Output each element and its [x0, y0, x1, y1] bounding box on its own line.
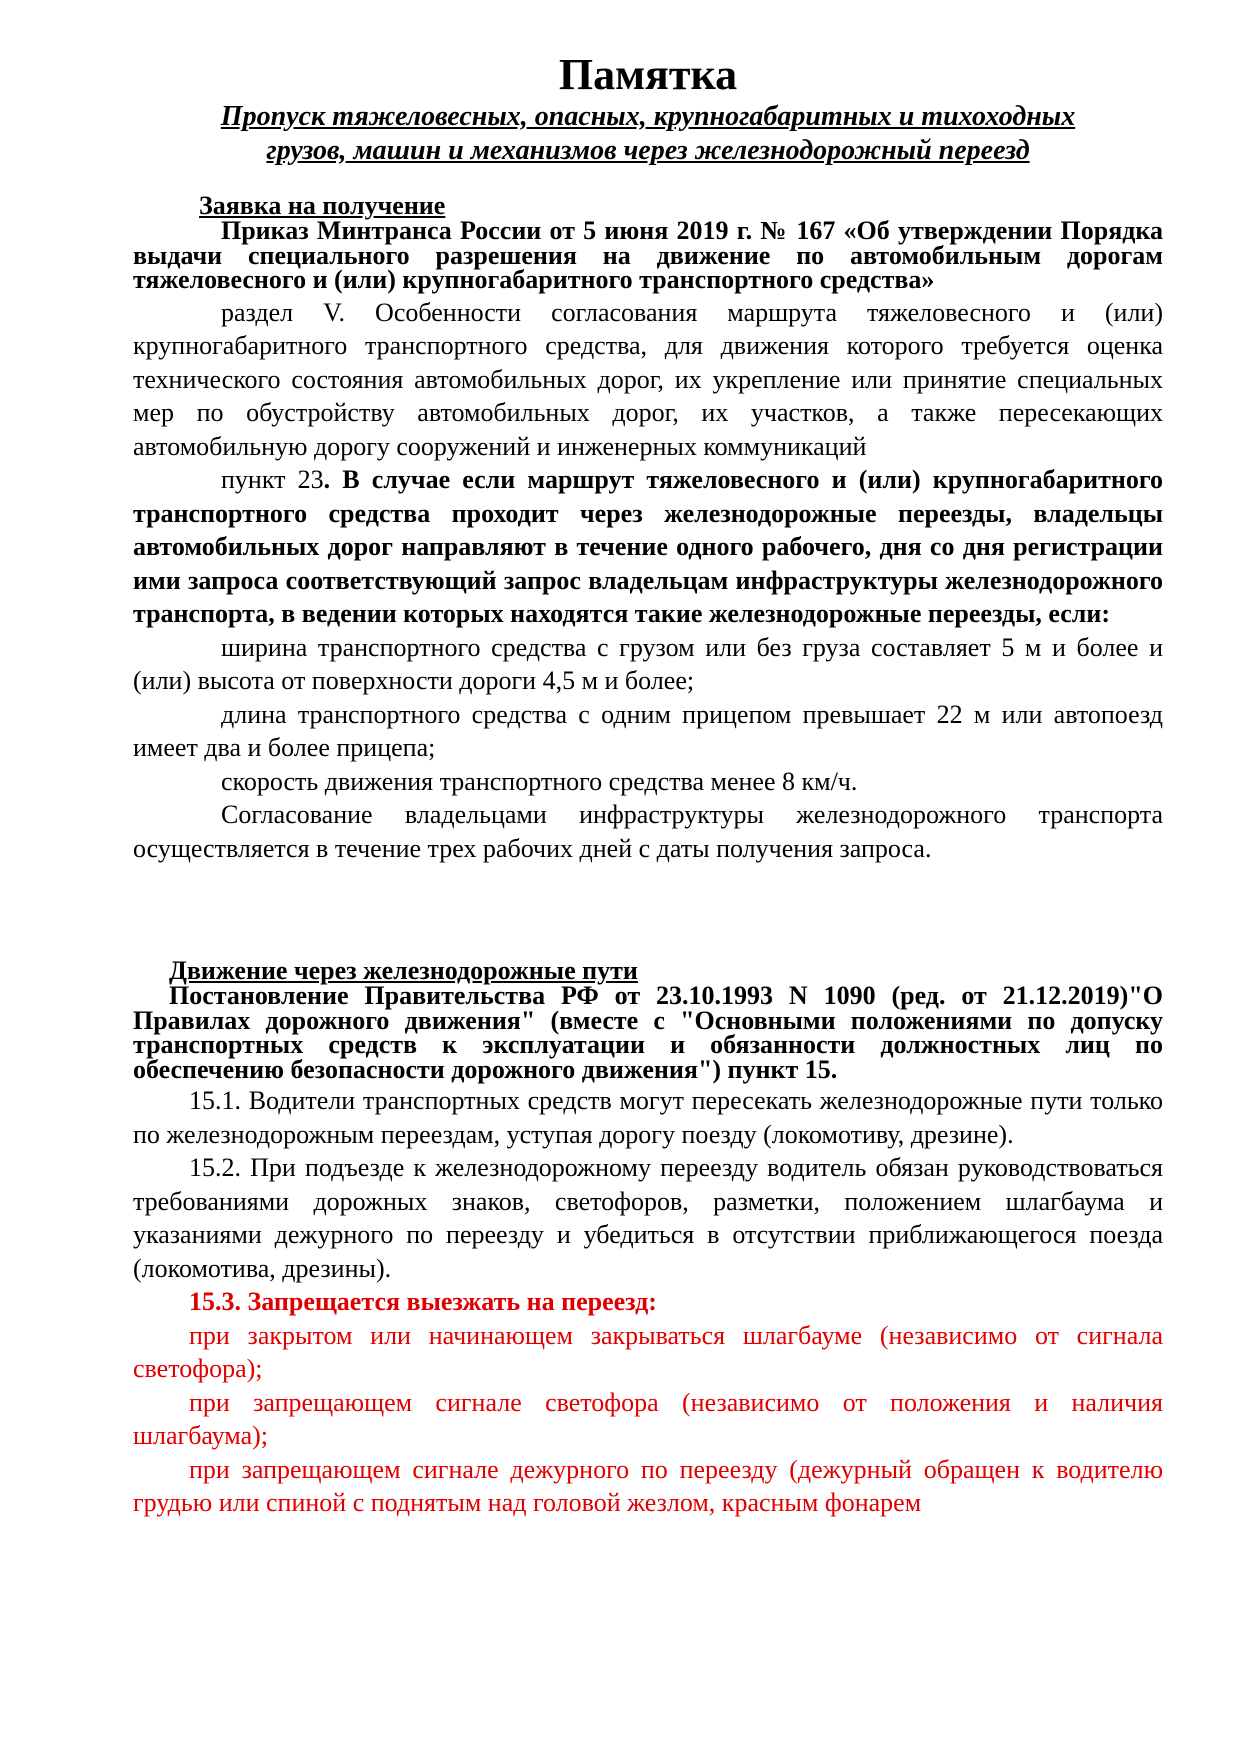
rule-15-2: 15.2. При подъезде к железнодорожному переезду водитель обязан руководствоваться требованиями дорожных знаков, светофоров, разметки, положением шлагбаума и указаниями дежурного по переезду и убедиться в отсутствии приближающегося поезда (локомотива, дрезины).	[133, 1153, 1163, 1283]
rule-15-1: 15.1. Водители транспортных средств могут пересекать железнодорожные пути только по железнодорожным переездам, уступая дорогу поезду (локомотиву, дрезине).	[133, 1086, 1163, 1149]
section-v-paragraph: раздел V. Особенности согласования маршрута тяжеловесного и (или) крупногабаритного транспортного средства, для движения которого требуется оценка технического состояния автомобильных дорог, их укрепление или принятие специальных мер по обустройству автомобильных дорог, их участков, а также пересекающих автомобильную дорогу сооружений и инженерных коммуникаций	[133, 297, 1163, 461]
section-application	[133, 193, 1163, 865]
section-railway-crossing	[133, 958, 1163, 1520]
rule-15-3-item-3: при запрещающем сигнале дежурного по переезду (дежурный обращен к водителю грудью или спиной с поднятым над головой жезлом, красным фонарем	[133, 1454, 1163, 1517]
condition-speed: скорость движения транспортного средства менее 8 км/ч.	[221, 766, 858, 796]
approval-paragraph: Согласование владельцами инфраструктуры железнодорожного транспорта осуществляется в течение трех рабочих дней с даты получения запроса.	[133, 800, 1163, 863]
condition-length: длина транспортного средства с одним прицепом превышает 22 м или автопоезд имеет два и более прицепа;	[133, 699, 1163, 762]
government-resolution-reference: Постановление Правительства РФ от 23.10.1993 N 1090 (ред. от 21.12.2019)"О Правилах дорожного движения" (вместе с "Основными положениями по допуску транспортных средств к эксплуатации и обязанности должностных лиц по обеспечению безопасности дорожного движения") пункт 15.	[133, 981, 1163, 1084]
point-23-paragraph	[133, 463, 1163, 631]
condition-width-height: ширина транспортного средства с грузом или без груза составляет 5 м и более и (или) высота от поверхности дороги 4,5 м и более;	[133, 632, 1163, 695]
section-application-heading: Заявка на получение	[199, 191, 446, 220]
subtitle-line-2: грузов, машин и механизмов через железнодорожный переезд	[266, 135, 1030, 166]
section-railway-heading: Движение через железнодорожные пути	[169, 956, 638, 985]
document-subtitle	[133, 100, 1163, 168]
document-title: Памятка	[558, 50, 738, 99]
subtitle-line-1: Пропуск тяжеловесных, опасных, крупногабаритных и тихоходных	[220, 101, 1076, 132]
rule-15-3-heading: 15.3. Запрещается выезжать на переезд:	[189, 1287, 657, 1316]
point-23-text: . В случае если маршрут тяжеловесного и (или) крупногабаритного транспортного средства проходит через железнодорожные переезды, владельцы автомобильных дорог направляют в течение одного рабочего, дня со дня регистрации ими запроса соответствующий запрос владельцам инфраструктуры железнодорожного транспорта, в ведении которых находятся такие железнодорожные переезды, если:	[133, 465, 1163, 628]
ministry-order-reference: Приказ Минтранса России от 5 июня 2019 г. № 167 «Об утверждении Порядка выдачи специального разрешения на движение по автомобильным дорогам тяжеловесного и (или) крупногабаритного транспортного средства»	[133, 216, 1163, 294]
point-23-number: пункт 23	[221, 465, 324, 494]
rule-15-3-item-1: при закрытом или начинающем закрываться шлагбауме (независимо от сигнала светофора);	[133, 1320, 1163, 1383]
rule-15-3-item-2: при запрещающем сигнале светофора (независимо от положения и наличия шлагбаума);	[133, 1387, 1163, 1450]
